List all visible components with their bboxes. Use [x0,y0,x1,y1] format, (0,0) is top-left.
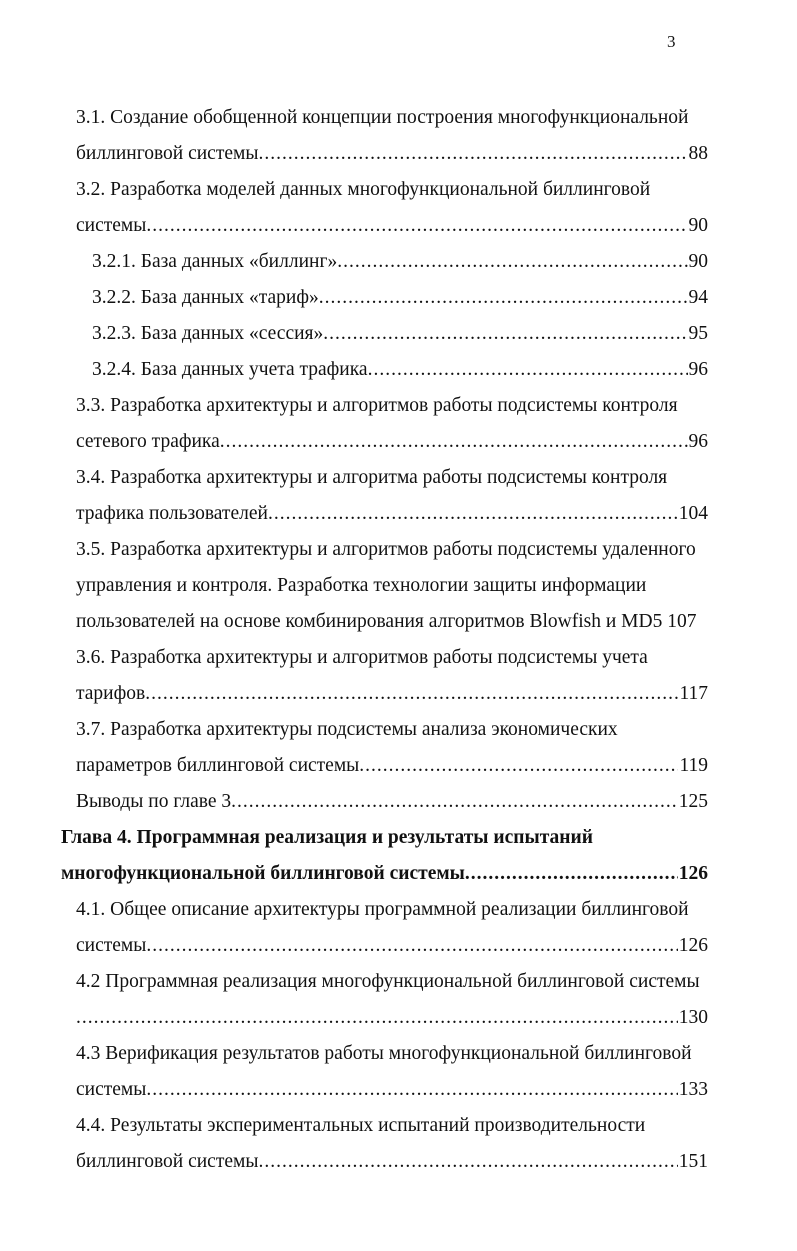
toc-entry[interactable] [0,964,797,1036]
dot-leader [146,208,687,244]
toc-page-number: 95 [688,323,708,344]
dot-leader [465,856,678,892]
toc-page-number: 117 [679,683,708,704]
dot-leader [368,352,688,388]
toc-entry[interactable] [0,100,797,172]
toc-page-number: 90 [688,215,708,236]
dot-leader [258,136,687,172]
toc-entry[interactable] [0,784,797,820]
toc-entry-title: биллинговой системы [76,143,259,164]
toc-entry[interactable] [0,460,797,532]
toc-entry-line: 3.1. Создание обобщенной концепции построения многофункциональной [76,107,689,128]
toc-entry-line: 4.3 Верификация результатов работы многофункциональной биллинговой [76,1043,692,1064]
dot-leader [146,928,677,964]
toc-entry-title: системы [76,215,147,236]
toc-entry[interactable] [0,316,797,352]
toc-entry-line: 3.2. Разработка моделей данных многофункциональной биллинговой [76,179,651,200]
toc-page-number: 126 [678,935,708,956]
toc-entry[interactable] [0,712,797,784]
dot-leader [268,496,678,532]
toc-entry-line: 3.4. Разработка архитектуры и алгоритма работы подсистемы контроля [76,467,668,488]
toc-entry-line: управления и контроля. Разработка технологии защиты информации [76,575,647,596]
dot-leader [76,1000,678,1036]
toc-entry[interactable] [0,352,797,388]
toc-entry[interactable] [0,892,797,964]
toc-entry-title: 3.2.1. База данных «биллинг» [92,251,338,272]
toc-page-number: 88 [688,143,708,164]
toc-entry-line: 3.3. Разработка архитектуры и алгоритмов работы подсистемы контроля [76,395,678,416]
toc-page-number: 94 [688,287,708,308]
toc-entry[interactable] [0,532,797,640]
toc-entry-line: 3.7. Разработка архитектуры подсистемы анализа экономических [76,719,618,740]
toc-page-number: 119 [679,755,708,776]
toc-entry[interactable] [0,1036,797,1108]
toc-page-number: 96 [688,359,708,380]
toc-entry-title: системы [76,1079,147,1100]
dot-leader [145,676,678,712]
dot-leader [220,424,688,460]
dot-leader [258,1144,677,1180]
toc-entry-line: 4.1. Общее описание архитектуры программной реализации биллинговой [76,899,689,920]
dot-leader [359,748,678,784]
toc-entry-title: биллинговой системы [76,1151,259,1172]
toc-entry-line: Глава 4. Программная реализация и результаты испытаний [61,827,593,848]
toc-entry-title: системы [76,935,147,956]
toc-page-number: 104 [678,503,708,524]
toc-entry-line: 3.6. Разработка архитектуры и алгоритмов работы подсистемы учета [76,647,648,668]
toc-page-number: 130 [678,1007,708,1028]
toc-entry-title: Выводы по главе 3 [76,791,232,812]
toc-entry-title: пользователей на основе комбинирования алгоритмов Blowfish и MD5 107 [76,611,697,632]
dot-leader [319,280,688,316]
toc-entry-title: многофункциональной биллинговой системы [61,863,465,884]
toc-entry-line: 4.2 Программная реализация многофункциональной биллинговой системы [76,971,700,992]
toc-entry[interactable] [0,244,797,280]
dot-leader [323,316,687,352]
toc-entry-line: 3.5. Разработка архитектуры и алгоритмов работы подсистемы удаленного [76,539,696,560]
toc-page-number: 126 [678,863,708,884]
toc-entry-title: параметров биллинговой системы [76,755,360,776]
toc-entry[interactable] [0,1108,797,1180]
toc-entry[interactable] [0,172,797,244]
toc-entry-title: 3.2.2. База данных «тариф» [92,287,319,308]
toc-entry-line: 4.4. Результаты экспериментальных испытаний производительности [76,1115,646,1136]
toc-entry-title: трафика пользователей [76,503,268,524]
toc-page-number: 90 [688,251,708,272]
toc-entry[interactable] [0,820,797,892]
toc-entry[interactable] [0,280,797,316]
toc-page-number: 151 [678,1151,708,1172]
toc-page-number: 133 [678,1079,708,1100]
toc-entry-title: тарифов [76,683,146,704]
toc-entry[interactable] [0,640,797,712]
toc-page-number: 125 [678,791,708,812]
toc-entry-title: сетевого трафика [76,431,220,452]
page-number: 3 [667,32,676,51]
toc-entry-title: 3.2.4. База данных учета трафика [92,359,368,380]
dot-leader [231,784,678,820]
toc-page-number: 96 [688,431,708,452]
toc-entry[interactable] [0,388,797,460]
toc-entry-title: 3.2.3. База данных «сессия» [92,323,324,344]
dot-leader [337,244,687,280]
dot-leader [146,1072,677,1108]
table-of-contents [0,100,797,1180]
